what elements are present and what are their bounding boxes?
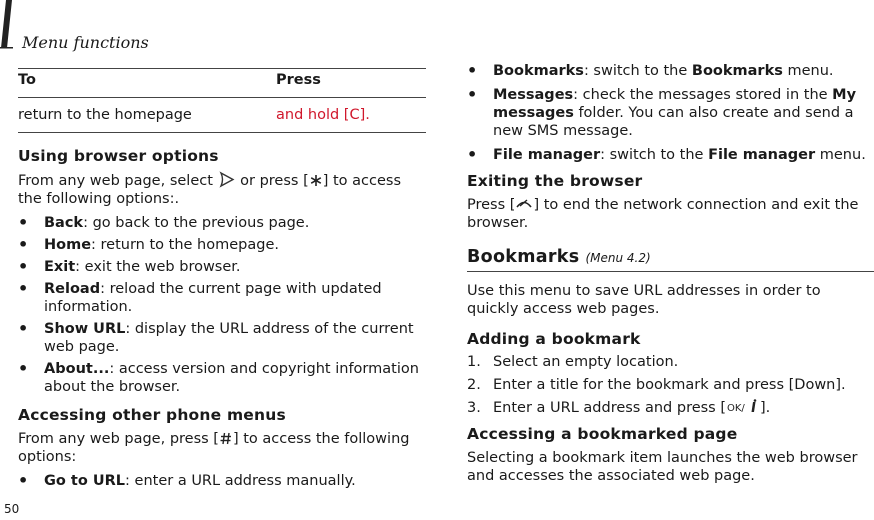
list-item: • About...: access version and copyright information about the browser.: [18, 360, 426, 396]
other-intro-b: ] to access the following options:: [18, 431, 410, 465]
intro-text-a: From any web page, select: [18, 173, 213, 189]
ok-key-icon: [726, 399, 760, 415]
intro-text-b: or press [: [240, 173, 309, 189]
soft-key-icon: [218, 171, 236, 188]
list-item: • Messages: check the messages stored in the My messages folder. You can also create and send a new SMS message.: [467, 86, 874, 140]
other-menus-list-left: [18, 472, 426, 490]
list-item: 3. Enter a URL address and press [ OK/ ].: [467, 400, 771, 416]
section-heading-browser-options: Using browser options: [18, 147, 219, 165]
intro-text-c: ] to access the following options:.: [18, 173, 402, 207]
table-header-to: To: [18, 69, 276, 98]
bookmarks-intro: Use this menu to save URL addresses in order to quickly access web pages.: [467, 283, 821, 317]
menu-number: (Menu 4.2): [585, 251, 651, 265]
svg-text:OK/: OK/: [727, 403, 745, 414]
section-heading-accessing: Accessing a bookmarked page: [467, 425, 738, 443]
header-bar: [0, 0, 13, 52]
browser-options-intro: [18, 171, 426, 208]
other-menus-list-right: [467, 62, 874, 164]
list-item: • File manager: switch to the File manager menu.: [467, 146, 874, 164]
star-key-icon: [309, 173, 323, 188]
list-item: 1. Select an empty location.: [467, 354, 679, 370]
list-item: • Bookmarks: switch to the Bookmarks menu.: [467, 62, 874, 80]
list-item: • Go to URL: enter a URL address manually.: [18, 472, 426, 490]
table-cell-to: return to the homepage: [18, 98, 276, 133]
shortcut-table: [18, 68, 426, 133]
adding-steps: [467, 353, 874, 417]
list-item: • Reload: reload the current page with updated information.: [18, 280, 426, 316]
hash-key-icon: [219, 431, 233, 446]
page-header-title: Menu functions: [22, 33, 149, 52]
section-heading-adding: Adding a bookmark: [467, 330, 641, 348]
left-column: [18, 68, 426, 494]
browser-options-list: [18, 214, 426, 396]
right-column: [467, 62, 874, 485]
table-header-press: Press: [276, 69, 426, 98]
other-menus-intro: [18, 430, 426, 466]
exiting-text-b: ] to end the network connection and exit the browser.: [467, 197, 859, 231]
accessing-text: Selecting a bookmark item launches the web browser and accesses the associated web page.: [467, 450, 858, 484]
section-divider: [467, 271, 874, 272]
section-heading-other-menus: Accessing other phone menus: [18, 406, 286, 424]
section-heading-exiting: Exiting the browser: [467, 172, 643, 190]
page-number: 50: [4, 502, 20, 516]
list-item: 2. Enter a title for the bookmark and press [Down].: [467, 377, 846, 393]
table-row: [18, 98, 426, 133]
end-call-icon: [515, 197, 533, 212]
list-item: • Back: go back to the previous page.: [18, 214, 426, 232]
list-item: • Home: return to the homepage.: [18, 236, 426, 254]
section-heading-bookmarks: Bookmarks (Menu 4.2): [467, 247, 651, 267]
list-item: • Exit: exit the web browser.: [18, 258, 426, 276]
table-cell-press: and hold [C].: [276, 98, 426, 133]
list-item: • Show URL: display the URL address of the current web page.: [18, 320, 426, 356]
other-intro-a: From any web page, press [: [18, 431, 219, 447]
exiting-text: [467, 196, 874, 232]
exiting-text-a: Press [: [467, 197, 516, 213]
